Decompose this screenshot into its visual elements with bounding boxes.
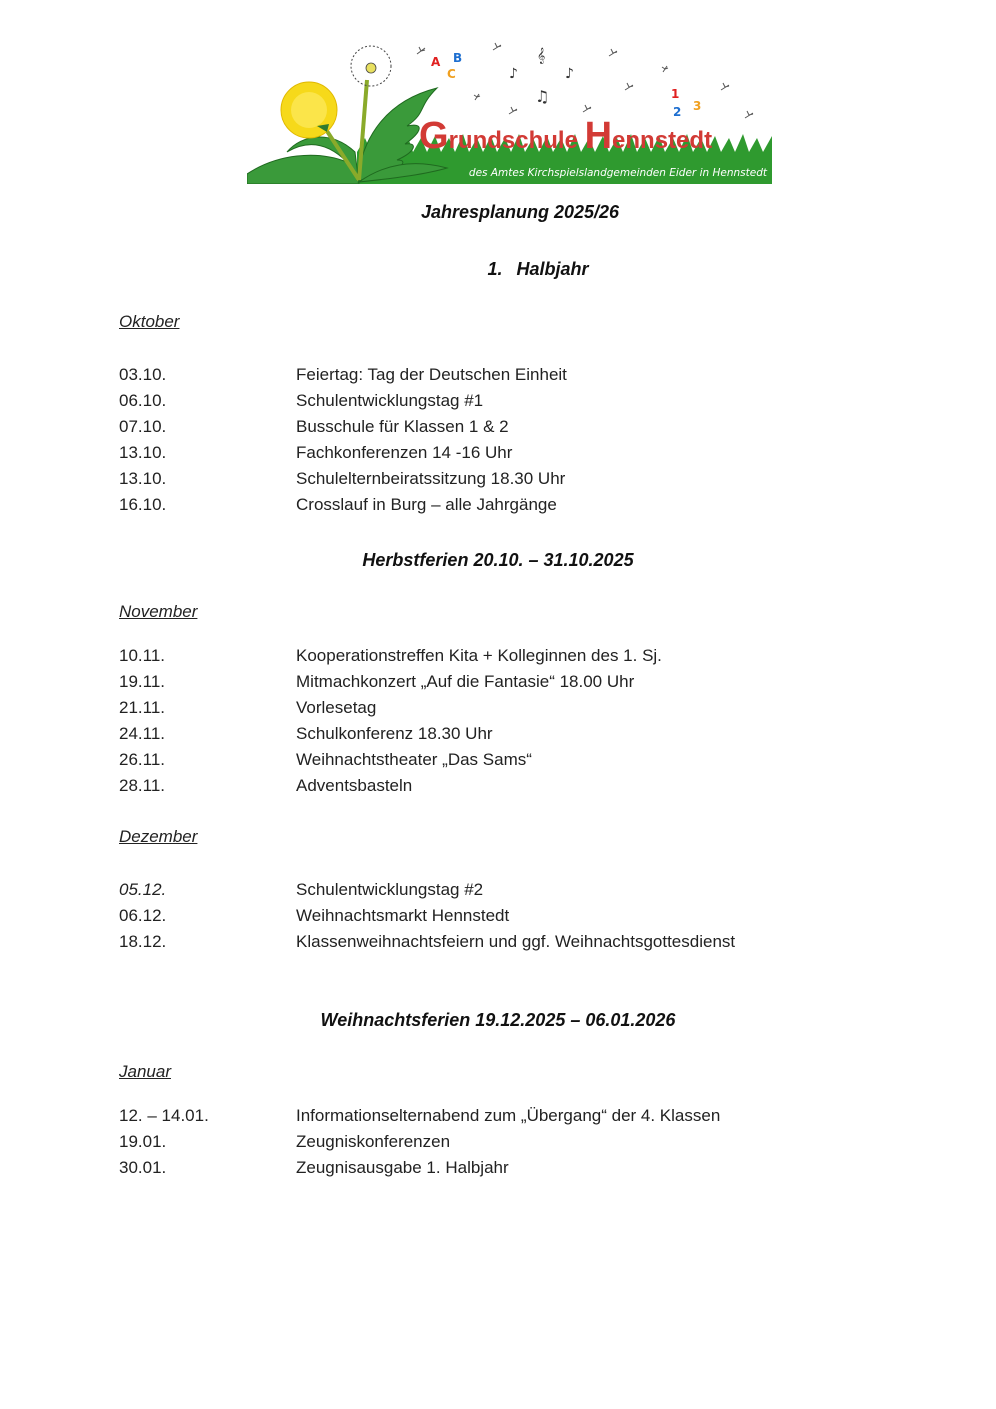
event-date: 07.10. [119,417,167,436]
event-date: 24.11. [119,724,166,743]
event-row [119,903,735,929]
holiday-heading-herbstferien: Herbstferien 20.10. – 31.10.2025 [362,550,634,570]
event-row [119,695,662,721]
event-date: 28.11. [119,776,166,795]
holiday-heading-weihnachtsferien: Weihnachtsferien 19.12.2025 – 06.01.2026 [320,1010,676,1030]
event-row [119,492,567,518]
event-text: Zeugniskonferenzen [296,1132,451,1151]
event-text: Schulelternbeiratssitzung 18.30 Uhr [296,469,566,488]
event-row [119,1129,720,1155]
event-date: 30.01. [119,1158,167,1177]
month-heading-oktober: Oktober [119,312,180,331]
event-text: Adventsbasteln [296,776,413,795]
event-date: 12. – 14.01. [119,1106,209,1125]
event-text: Vorlesetag [296,698,377,717]
event-date: 06.10. [119,391,167,410]
event-text: Schulentwicklungstag #1 [296,391,484,410]
event-date: 06.12. [119,906,167,925]
logo-letter-c: C [447,67,456,81]
event-text: Feiertag: Tag der Deutschen Einheit [296,365,567,384]
event-row [119,466,567,492]
document-title: Jahresplanung 2025/26 [420,202,620,222]
event-list-oktober [119,362,567,518]
event-row [119,1103,720,1129]
event-row [119,747,662,773]
logo-subtitle: des Amtes Kirchspielslandgemeinden Eider in Hennstedt [468,167,767,179]
event-date: 10.11. [119,646,166,665]
event-date: 18.12. [119,932,167,951]
event-date: 03.10. [119,365,167,384]
month-heading-januar: Januar [119,1062,171,1081]
event-date: 21.11. [119,698,166,717]
event-date: 19.11. [119,672,166,691]
event-text: Busschule für Klassen 1 & 2 [296,417,509,436]
event-date: 13.10. [119,443,167,462]
event-text: Weihnachtsmarkt Hennstedt [296,906,510,925]
event-row [119,1155,720,1181]
event-row [119,669,662,695]
event-text: Fachkonferenzen 14 -16 Uhr [296,443,513,462]
logo-letter-b: B [453,51,463,65]
event-date: 13.10. [119,469,167,488]
svg-text:♪: ♪ [565,66,574,82]
event-list-dezember [119,877,735,955]
school-logo [247,42,772,184]
event-text: Informationselternabend zum „Übergang“ der 4. Klassen [296,1106,721,1125]
event-row [119,773,662,799]
logo-number-2: 2 [673,105,682,119]
event-row [119,929,735,955]
event-date: 05.12. [119,880,167,899]
event-list-november [119,643,662,799]
event-text: Zeugnisausgabe 1. Halbjahr [296,1158,509,1177]
event-date: 16.10. [119,495,167,514]
event-text: Schulkonferenz 18.30 Uhr [296,724,493,743]
svg-text:𝄞: 𝄞 [537,48,546,64]
event-text: Weihnachtstheater „Das Sams“ [296,750,532,769]
event-text: Schulentwicklungstag #2 [296,880,484,899]
event-date: 19.01. [119,1132,167,1151]
half-year-label: Halbjahr [516,259,589,279]
logo-school-name: Grundschule Hennstedt [419,115,713,157]
half-year-heading [40,259,996,280]
event-date: 26.11. [119,750,166,769]
event-row [119,721,662,747]
svg-text:♪: ♪ [509,66,518,82]
logo-number-3: 3 [693,99,702,113]
event-list-januar [119,1103,720,1181]
event-text: Kooperationstreffen Kita + Kolleginnen des 1. Sj. [296,646,662,665]
event-row [119,414,567,440]
event-row [119,388,567,414]
logo-number-1: 1 [671,87,680,101]
dandelion-logo-graphic [247,42,772,184]
logo-letter-a: A [431,55,441,69]
month-heading-dezember: Dezember [119,827,198,846]
event-text: Mitmachkonzert „Auf die Fantasie“ 18.00 Uhr [296,672,635,691]
event-text: Crosslauf in Burg – alle Jahrgänge [296,495,557,514]
event-row [119,877,735,903]
event-text: Klassenweihnachtsfeiern und ggf. Weihnachtsgottesdienst [296,932,736,951]
event-row [119,643,662,669]
event-row [119,362,567,388]
half-year-number: 1. [487,259,503,279]
svg-text:♫: ♫ [535,87,550,106]
month-heading-november: November [119,602,198,621]
event-row [119,440,567,466]
